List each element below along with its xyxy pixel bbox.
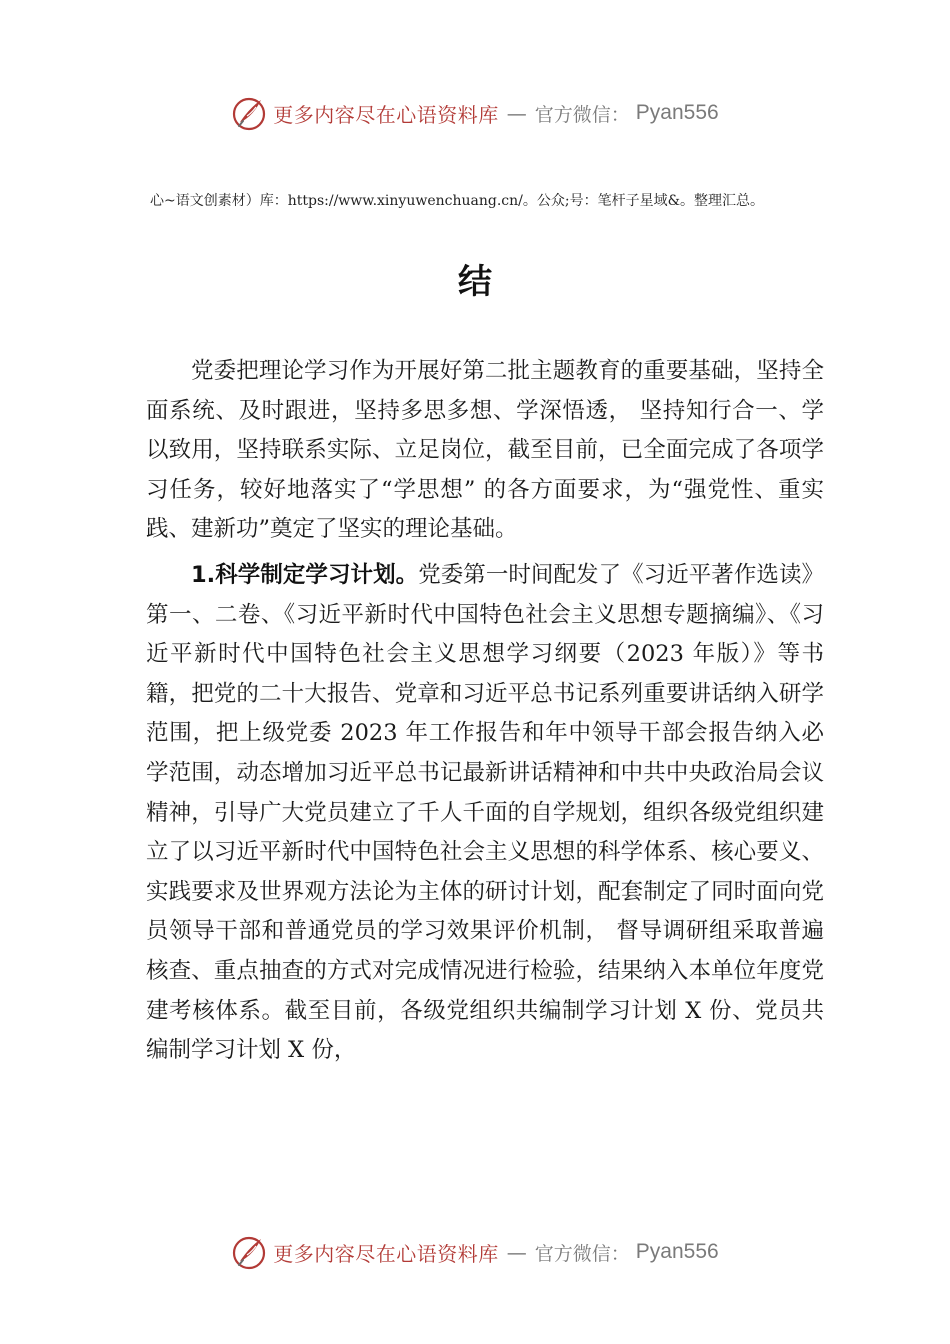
banner-slogan: 更多内容尽在心语资料库 (273, 102, 499, 127)
item-paragraph (146, 556, 824, 1071)
banner-official-label: 官方微信： (534, 103, 630, 126)
banner-wechat-id: Pyan556 (635, 1240, 719, 1263)
document-body (146, 352, 824, 1071)
paragraph-text: 党委把理论学习作为开展好第二批主题教育的重要基础，坚持全面系统、及时跟进，坚持多思多想、学深悟透， 坚持知行合一、学以致用，坚持联系实际、立足岗位，截至目前，已全面完成了各项学习任务，较好地落实了“学思想” 的各方面要求，为“强党性、重实践、建新功”奠定了坚实的理论基础。 (146, 358, 824, 543)
intro-paragraph (146, 352, 824, 550)
paragraph-lead: 1.科学制定学习计划。 (191, 561, 419, 588)
paragraph-text: 党委第一时间配发了《习近平著作选读》第一、二卷、《习近平新时代中国特色社会主义思想专题摘编》、《习近平新时代中国特色社会主义思想学习纲要（2023 年版）》等书籍，把党的二十大报告、党章和习近平总书记系列重要讲话纳入研学范围，把上级党委 2023 年工作报告和年中领导干部会报告纳入必学范围，动态增加习近平总书记最新讲话精神和中共中央政治局会议精神，引导广大党员建立了千人千面的自学规划，组织各级党组织建立了以习近平新时代中国特色社会主义思想的科学体系、核心要义、实践要求及世界观方法论为主体的研讨计划，配套制定了同时面向党员领导干部和普通党员的学习效果评价机制， 督导调研组采取普遍核查、重点抽查的方式对完成情况进行检验，结果纳入本单位年度党建考核体系。截至目前，各级党组织共编制学习计划 X 份、党员共编制学习计划 X 份， (146, 561, 824, 1064)
source-note: 心~语文创素材）库：https://www.xinyuwenchuang.cn/。公众;号：笔杆子星域&。整理汇总。 (150, 193, 765, 209)
banner-official-label: 官方微信： (534, 1242, 630, 1265)
banner-slogan: 更多内容尽在心语资料库 (273, 1241, 499, 1266)
banner-dash: — (506, 101, 527, 125)
footer-banner (0, 1232, 950, 1272)
quill-logo-icon (231, 95, 267, 131)
header-banner (0, 93, 950, 133)
banner-wechat-id: Pyan556 (635, 101, 719, 124)
section-heading: 结 (458, 262, 492, 302)
banner-dash: — (506, 1240, 527, 1264)
quill-logo-icon (231, 1234, 267, 1270)
